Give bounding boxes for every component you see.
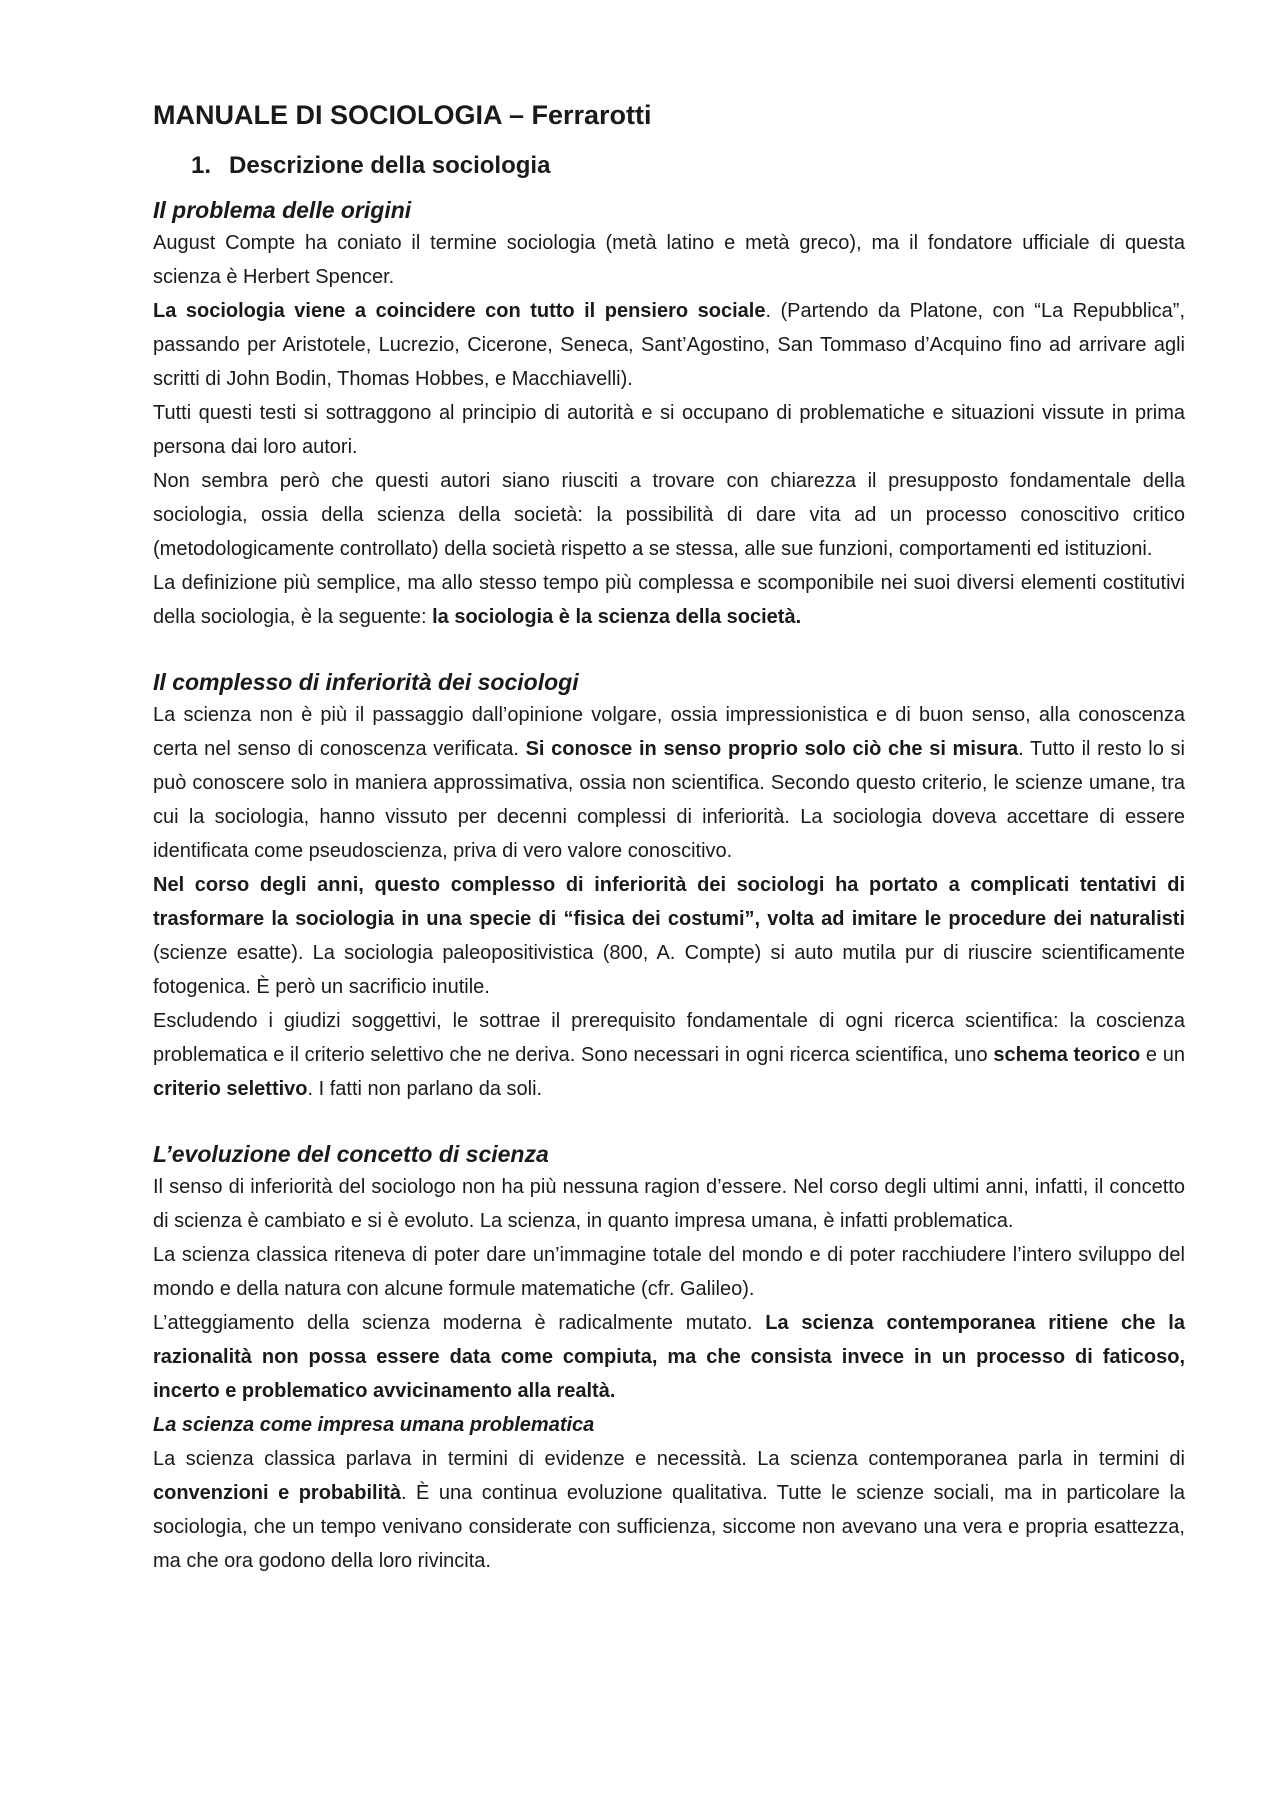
paragraph (153, 1170, 1185, 1238)
text-run: . Tutto il resto lo si può conoscere solo in maniera approssimativa, ossia non scientifica. Secondo questo criterio, le scienze umane, tra cui la sociologia, hanno vissuto per decenni complessi di inferiorità. La sociologia doveva accettare di essere identificata come pseudoscienza, priva di vero valore conoscitivo. (153, 738, 1186, 862)
bold-text-run: convenzioni e probabilità (153, 1482, 401, 1504)
section-body-inferiorita (153, 698, 1185, 1106)
subsection-body (153, 1442, 1185, 1578)
text-run: August Compte ha coniato il termine sociologia (metà latino e metà greco), ma il fondatore ufficiale di questa scienza è Herbert Spencer. (153, 232, 1185, 288)
text-run: e un (1140, 1044, 1185, 1066)
paragraph (153, 226, 1185, 294)
paragraph (153, 396, 1185, 464)
section-title-evoluzione: L’evoluzione del concetto di scienza (153, 1141, 549, 1167)
paragraph (153, 868, 1185, 1004)
section-spacer (153, 634, 1185, 666)
paragraph (153, 1442, 1185, 1578)
paragraph (153, 294, 1185, 396)
paragraph (153, 1306, 1185, 1408)
bold-text-run: Si conosce in senso proprio solo ciò che si misura (525, 738, 1019, 760)
text-run: La scienza classica parlava in termini di evidenze e necessità. La scienza contemporanea parla in termini di (153, 1448, 1185, 1470)
paragraph (153, 566, 1185, 634)
paragraph (153, 1004, 1185, 1106)
text-run: . È una continua evoluzione qualitativa. Tutte le scienze sociali, ma in particolare la sociologia, che un tempo venivano considerate con sufficienza, siccome non avevano una vera e propria esattezza, ma che ora godono della loro rivincita. (153, 1482, 1186, 1572)
text-run: . (Partendo da Platone, con “La Repubblica”, passando per Aristotele, Lucrezio, Cicerone, Seneca, Sant’Agostino, San Tommaso d’Acquino fino ad arrivare agli scritti di John Bodin, Thomas Hobbes, e Macchiavelli). (153, 300, 1185, 390)
text-run: La definizione più semplice, ma allo stesso tempo più complessa e scomponibile nei suoi diversi elementi costitutivi della sociologia, è la seguente: (153, 572, 1185, 628)
text-run: (scienze esatte). La sociologia paleopositivistica (800, A. Compte) si auto mutila pur di riuscire scientificamente fotogenica. È però un sacrificio inutile. (153, 942, 1185, 998)
bold-text-run: La sociologia viene a coincidere con tutto il pensiero sociale (153, 300, 766, 322)
text-run: Il senso di inferiorità del sociologo non ha più nessuna ragion d’essere. Nel corso degli ultimi anni, infatti, il concetto di scienza è cambiato e si è evoluto. La scienza, in quanto impresa umana, è infatti problematica. (153, 1176, 1185, 1232)
text-run: Non sembra però che questi autori siano riusciti a trovare con chiarezza il presupposto fondamentale della sociologia, ossia della scienza della società: la possibilità di dare vita ad un processo conoscitivo critico (metodologicamente controllato) della società rispetto a se stessa, alle sue funzioni, comportamenti ed istituzioni. (153, 470, 1185, 560)
chapter-number: 1. (191, 152, 212, 179)
text-run: Tutti questi testi si sottraggono al principio di autorità e si occupano di problematiche e situazioni vissute in prima persona dai loro autori. (153, 402, 1185, 458)
section-spacer (153, 1106, 1185, 1138)
document-page (153, 92, 1185, 1578)
paragraph (153, 698, 1185, 868)
chapter-heading (191, 150, 1185, 182)
text-run: . I fatti non parlano da soli. (307, 1078, 543, 1100)
section-body-evoluzione (153, 1170, 1185, 1408)
subsection-title: La scienza come impresa umana problematica (153, 1414, 595, 1436)
bold-text-run: schema teorico (993, 1044, 1141, 1066)
chapter-title: Descrizione della sociologia (229, 152, 551, 179)
bold-text-run: La scienza contemporanea ritiene che la razionalità non possa essere data come compiuta, ma che consista invece in un processo di faticoso, incerto e problematico avvicinamento alla realtà. (153, 1312, 1185, 1402)
bold-text-run: criterio selettivo (153, 1078, 308, 1100)
paragraph (153, 464, 1185, 566)
text-run: La scienza classica riteneva di poter dare un’immagine totale del mondo e di poter racchiudere l’intero sviluppo del mondo e della natura con alcune formule matematiche (cfr. Galileo). (153, 1244, 1185, 1300)
document-title: MANUALE DI SOCIOLOGIA – Ferrarotti (153, 100, 652, 130)
section-body-origini (153, 226, 1185, 634)
section-title-origini: Il problema delle origini (153, 197, 412, 223)
paragraph (153, 1238, 1185, 1306)
bold-text-run: Nel corso degli anni, questo complesso di inferiorità dei sociologi ha portato a complicati tentativi di trasformare la sociologia in una specie di “fisica dei costumi”, volta ad imitare le procedure dei naturalisti (153, 874, 1185, 930)
text-run: Escludendo i giudizi soggettivi, le sottrae il prerequisito fondamentale di ogni ricerca scientifica: la coscienza problematica e il criterio selettivo che ne deriva. Sono necessari in ogni ricerca scientifica, uno (153, 1010, 1185, 1066)
section-title-inferiorita: Il complesso di inferiorità dei sociologi (153, 669, 579, 695)
bold-text-run: la sociologia è la scienza della società. (432, 606, 802, 628)
text-run: La scienza non è più il passaggio dall’opinione volgare, ossia impressionistica e di buon senso, alla conoscenza certa nel senso di conoscenza verificata. (153, 704, 1185, 760)
text-run: L’atteggiamento della scienza moderna è radicalmente mutato. (153, 1312, 766, 1334)
